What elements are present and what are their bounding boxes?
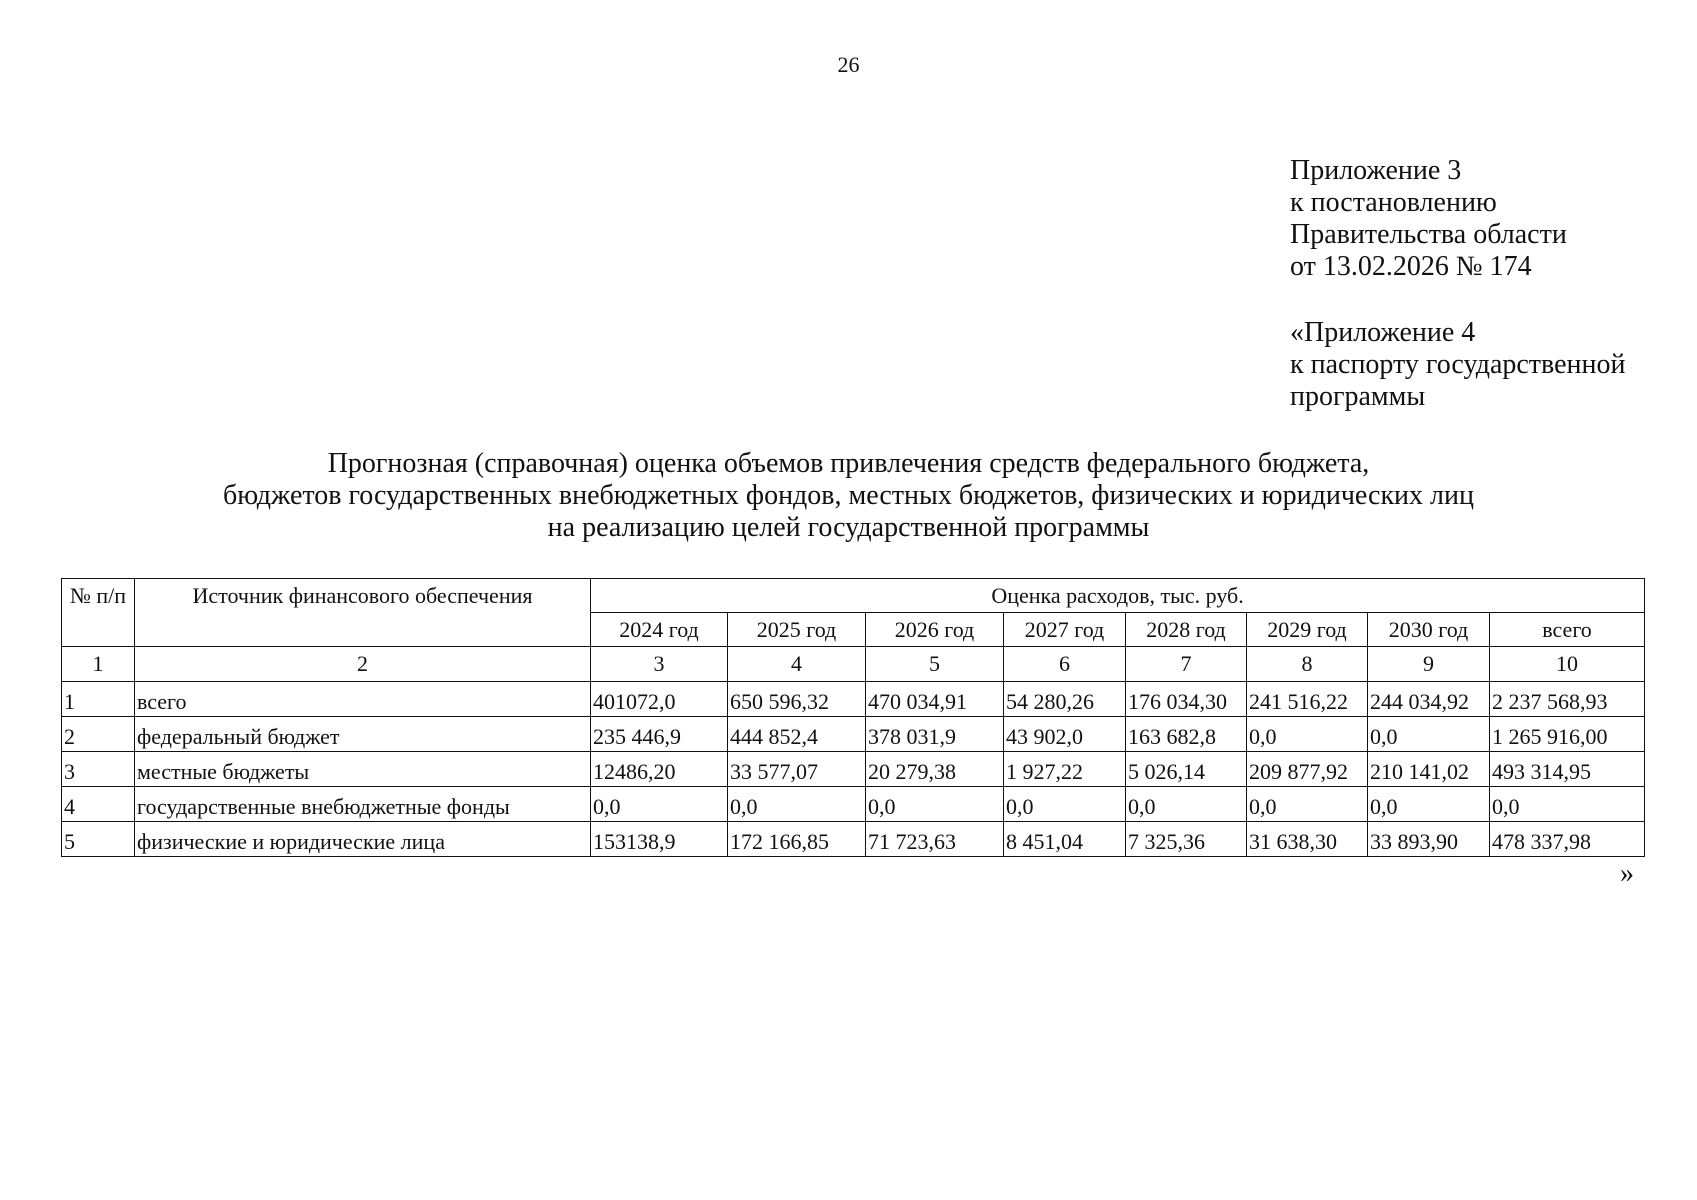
column-number: 9 <box>1368 647 1490 682</box>
row-value: 0,0 <box>728 787 866 822</box>
row-value: 401072,0 <box>591 682 728 717</box>
row-value: 244 034,92 <box>1368 682 1490 717</box>
header-year: 2030 год <box>1368 613 1490 647</box>
row-value: 8 451,04 <box>1004 822 1126 857</box>
row-value: 71 723,63 <box>866 822 1004 857</box>
appendix-4-line: программы <box>1290 381 1426 412</box>
row-value: 493 314,95 <box>1490 752 1645 787</box>
header-year: 2025 год <box>728 613 866 647</box>
appendix-3-line: Приложение 3 <box>1290 155 1462 186</box>
row-source: государственные внебюджетные фонды <box>135 787 591 822</box>
row-value: 235 446,9 <box>591 717 728 752</box>
table-row <box>62 682 1645 717</box>
row-value: 209 877,92 <box>1247 752 1368 787</box>
column-number: 5 <box>866 647 1004 682</box>
row-value: 241 516,22 <box>1247 682 1368 717</box>
row-value: 0,0 <box>866 787 1004 822</box>
row-value: 0,0 <box>1368 717 1490 752</box>
header-year: 2028 год <box>1126 613 1247 647</box>
title-line: Прогнозная (справочная) оценка объемов привлечения средств федерального бюджета, <box>327 448 1370 479</box>
header-row <box>62 579 1645 613</box>
row-value: 444 852,4 <box>728 717 866 752</box>
row-num: 2 <box>62 717 135 752</box>
header-year: 2029 год <box>1247 613 1368 647</box>
column-number: 2 <box>135 647 591 682</box>
row-value: 7 325,36 <box>1126 822 1247 857</box>
row-value: 0,0 <box>1490 787 1645 822</box>
row-value: 33 577,07 <box>728 752 866 787</box>
header-year: 2027 год <box>1004 613 1126 647</box>
table-row <box>62 717 1645 752</box>
row-value: 20 279,38 <box>866 752 1004 787</box>
row-value: 153138,9 <box>591 822 728 857</box>
title-line: бюджетов государственных внебюджетных фондов, местных бюджетов, физических и юридических лиц <box>223 480 1474 511</box>
row-value: 31 638,30 <box>1247 822 1368 857</box>
header-total: всего <box>1490 613 1645 647</box>
row-source: всего <box>135 682 591 717</box>
row-value: 470 034,91 <box>866 682 1004 717</box>
row-num: 4 <box>62 787 135 822</box>
row-value: 0,0 <box>1247 787 1368 822</box>
appendix-4-line: «Приложение 4 <box>1290 317 1476 348</box>
row-source: федеральный бюджет <box>135 717 591 752</box>
header-estimate: Оценка расходов, тыс. руб. <box>591 579 1645 613</box>
table-row <box>62 822 1645 857</box>
row-num: 3 <box>62 752 135 787</box>
column-number: 7 <box>1126 647 1247 682</box>
column-number: 1 <box>62 647 135 682</box>
row-value: 210 141,02 <box>1368 752 1490 787</box>
row-value: 2 237 568,93 <box>1490 682 1645 717</box>
row-value: 54 280,26 <box>1004 682 1126 717</box>
row-value: 0,0 <box>1126 787 1247 822</box>
header-year: 2026 год <box>866 613 1004 647</box>
row-value: 176 034,30 <box>1126 682 1247 717</box>
row-source: местные бюджеты <box>135 752 591 787</box>
row-value: 0,0 <box>591 787 728 822</box>
header-source: Источник финансового обеспечения <box>135 579 591 647</box>
appendix-4-heading <box>1290 317 1625 413</box>
column-number: 10 <box>1490 647 1645 682</box>
row-value: 33 893,90 <box>1368 822 1490 857</box>
appendix-3-line: Правительства области <box>1290 219 1567 250</box>
column-number: 6 <box>1004 647 1126 682</box>
row-value: 1 927,22 <box>1004 752 1126 787</box>
row-value: 1 265 916,00 <box>1490 717 1645 752</box>
appendix-3-heading <box>1290 155 1567 283</box>
row-value: 5 026,14 <box>1126 752 1247 787</box>
row-num: 5 <box>62 822 135 857</box>
row-value: 172 166,85 <box>728 822 866 857</box>
table-row <box>62 752 1645 787</box>
column-number: 3 <box>591 647 728 682</box>
appendix-3-line: к постановлению <box>1290 187 1497 218</box>
table-row <box>62 787 1645 822</box>
row-value: 650 596,32 <box>728 682 866 717</box>
header-num: № п/п <box>62 579 135 647</box>
row-source: физические и юридические лица <box>135 822 591 857</box>
column-number: 8 <box>1247 647 1368 682</box>
closing-quote: » <box>1620 858 1634 889</box>
header-year: 2024 год <box>591 613 728 647</box>
appendix-3-line: от 13.02.2026 № 174 <box>1290 251 1532 282</box>
row-value: 163 682,8 <box>1126 717 1247 752</box>
row-value: 0,0 <box>1368 787 1490 822</box>
row-value: 0,0 <box>1004 787 1126 822</box>
column-number: 4 <box>728 647 866 682</box>
row-value: 0,0 <box>1247 717 1368 752</box>
row-value: 378 031,9 <box>866 717 1004 752</box>
row-num: 1 <box>62 682 135 717</box>
financing-table <box>61 578 1645 857</box>
row-value: 43 902,0 <box>1004 717 1126 752</box>
appendix-4-line: к паспорту государственной <box>1290 349 1626 380</box>
page-number: 26 <box>837 52 860 77</box>
title-line: на реализацию целей государственной программы <box>547 512 1150 543</box>
row-value: 478 337,98 <box>1490 822 1645 857</box>
document-title <box>0 448 1697 544</box>
column-number-row <box>62 647 1645 682</box>
row-value: 12486,20 <box>591 752 728 787</box>
